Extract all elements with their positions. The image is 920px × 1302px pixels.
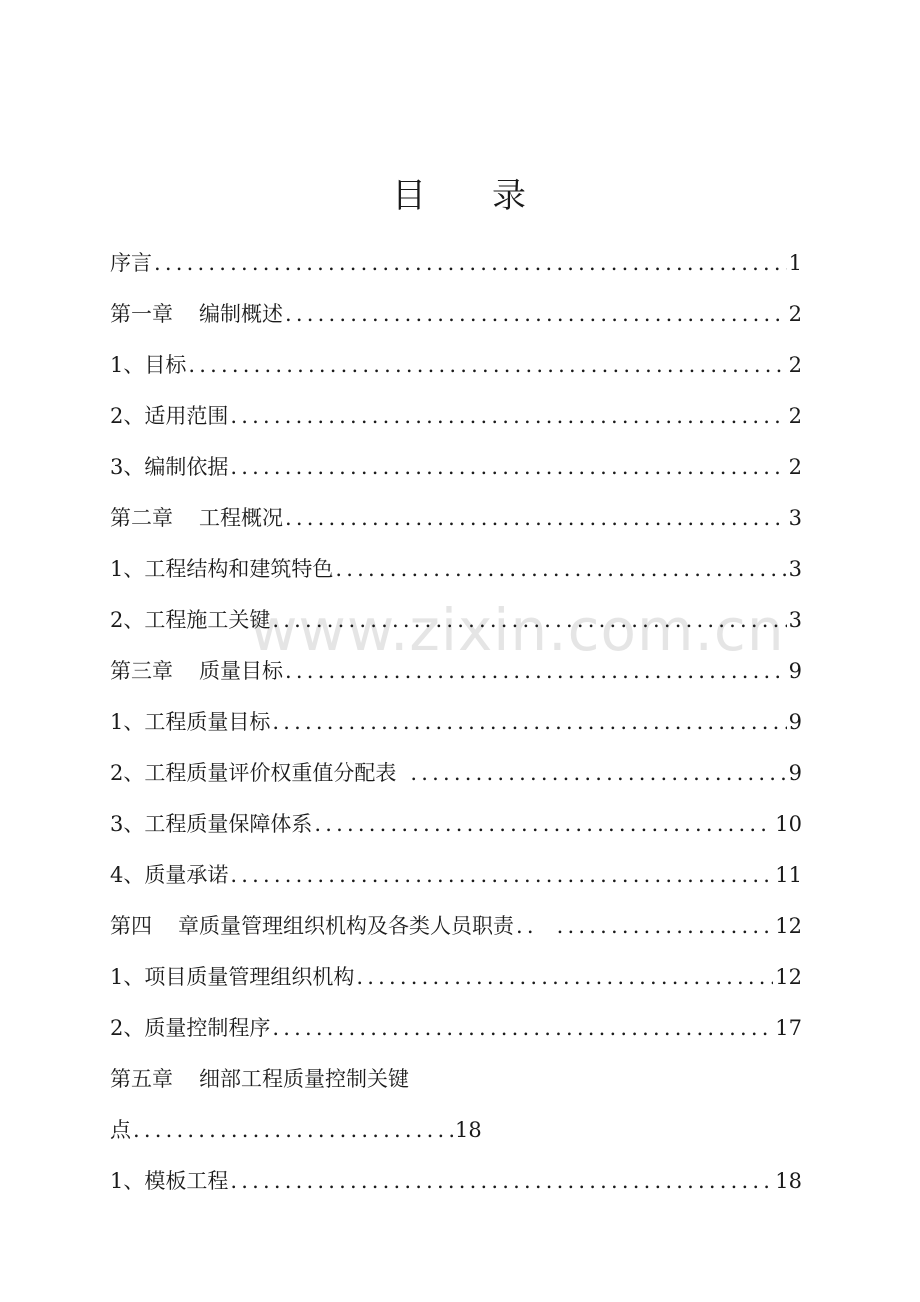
toc-leader-dots [516,901,539,952]
toc-entry-page: 11 [775,863,802,887]
toc-entry-label: 2、工程施工关键 [110,608,271,632]
toc-leader-dots [285,289,787,340]
toc-entry[interactable] [110,493,802,544]
toc-entry-page: 12 [775,965,802,989]
toc-entry-label: 2、工程质量评价权重值分配表 [110,761,397,785]
toc-entry[interactable] [110,646,802,697]
toc-leader-dots [230,391,786,442]
title-char-1: 目 [392,176,428,216]
table-of-contents [110,238,802,1207]
toc-entry-page: 3 [788,557,802,581]
toc-entry-label [110,289,283,340]
toc-entry[interactable] [110,1105,802,1156]
toc-entry[interactable] [110,391,802,442]
toc-entry-label: 3、编制依据 [110,455,229,479]
toc-entry-page: 2 [788,404,802,428]
toc-entry-page: 18 [775,1169,802,1193]
toc-entry-label [110,1054,409,1105]
toc-entry[interactable] [110,1054,802,1105]
toc-entry-page: 10 [775,812,802,836]
toc-entry[interactable] [110,901,802,952]
toc-leader-dots [356,952,773,1003]
chapter-title: 工程概况 [199,506,283,530]
toc-entry[interactable] [110,238,802,289]
toc-entry-label: 3、工程质量保障体系 [110,812,313,836]
chapter-title: 编制概述 [199,302,283,326]
chapter-title: 细部工程质量控制关键 [199,1067,409,1091]
toc-entry[interactable] [110,799,802,850]
toc-entry-label: 4、质量承诺 [110,863,229,887]
toc-entry-page: 1 [788,251,802,275]
toc-entry-label: 1、目标 [110,353,187,377]
toc-leader-dots [314,799,773,850]
chapter-number: 第五章 [110,1067,173,1091]
toc-entry-label: 2、适用范围 [110,404,229,428]
chapter-number: 第一章 [110,302,173,326]
chapter-number: 第二章 [110,506,173,530]
toc-entry-page: 12 [775,914,802,938]
toc-entry[interactable] [110,340,802,391]
toc-leader-dots [272,697,786,748]
toc-entry-label: 1、工程质量目标 [110,710,271,734]
toc-leader-dots [272,595,786,646]
toc-leader-dots [335,544,786,595]
toc-entry-page: 9 [788,659,802,683]
toc-leader-dots [285,646,787,697]
toc-entry[interactable] [110,952,802,1003]
toc-entry[interactable] [110,544,802,595]
toc-leader-dots [272,1003,773,1054]
toc-entry-label: 序言 [110,251,152,275]
watermark: www.zixin.com.cn [250,596,785,664]
chapter-title: 质量目标 [199,659,283,683]
toc-entry-label [110,493,283,544]
toc-leader-dots [285,493,787,544]
toc-leader-dots [557,901,774,952]
toc-leader-dots [188,340,786,391]
chapter-title: 章质量管理组织机构及各类人员职责 [178,914,514,938]
toc-entry-label: 2、质量控制程序 [110,1016,271,1040]
toc-entry-page: 3 [788,608,802,632]
title-char-2: 录 [492,176,528,216]
toc-entry-page: 17 [775,1016,802,1040]
toc-entry[interactable] [110,289,802,340]
toc-entry-page: 2 [788,353,802,377]
toc-entry-page: 9 [788,761,802,785]
toc-entry-label: 1、模板工程 [110,1169,229,1193]
toc-entry[interactable] [110,1156,802,1207]
toc-entry[interactable] [110,748,802,799]
toc-entry-label [110,901,514,952]
toc-entry-label: 1、工程结构和建筑特色 [110,557,334,581]
toc-leader-dots [410,748,786,799]
toc-entry[interactable] [110,442,802,493]
toc-entry-label: 点 [110,1118,131,1142]
toc-entry[interactable] [110,1003,802,1054]
toc-entry[interactable] [110,697,802,748]
toc-entry-label: 1、项目质量管理组织机构 [110,965,355,989]
toc-entry[interactable] [110,595,802,646]
toc-entry-page: 3 [788,506,802,530]
toc-leader-dots [230,1156,773,1207]
chapter-number: 第四 [110,914,152,938]
toc-entry[interactable] [110,850,802,901]
toc-leader-dots [230,442,786,493]
chapter-number: 第三章 [110,659,173,683]
toc-entry-page: 18 [455,1118,482,1142]
toc-leader-dots [154,238,787,289]
toc-entry-page: 2 [788,455,802,479]
toc-entry-page: 9 [788,710,802,734]
toc-leader-dots [133,1105,453,1156]
toc-entry-page: 2 [788,302,802,326]
toc-entry-label [110,646,283,697]
page-title [0,168,920,224]
toc-leader-dots [230,850,773,901]
